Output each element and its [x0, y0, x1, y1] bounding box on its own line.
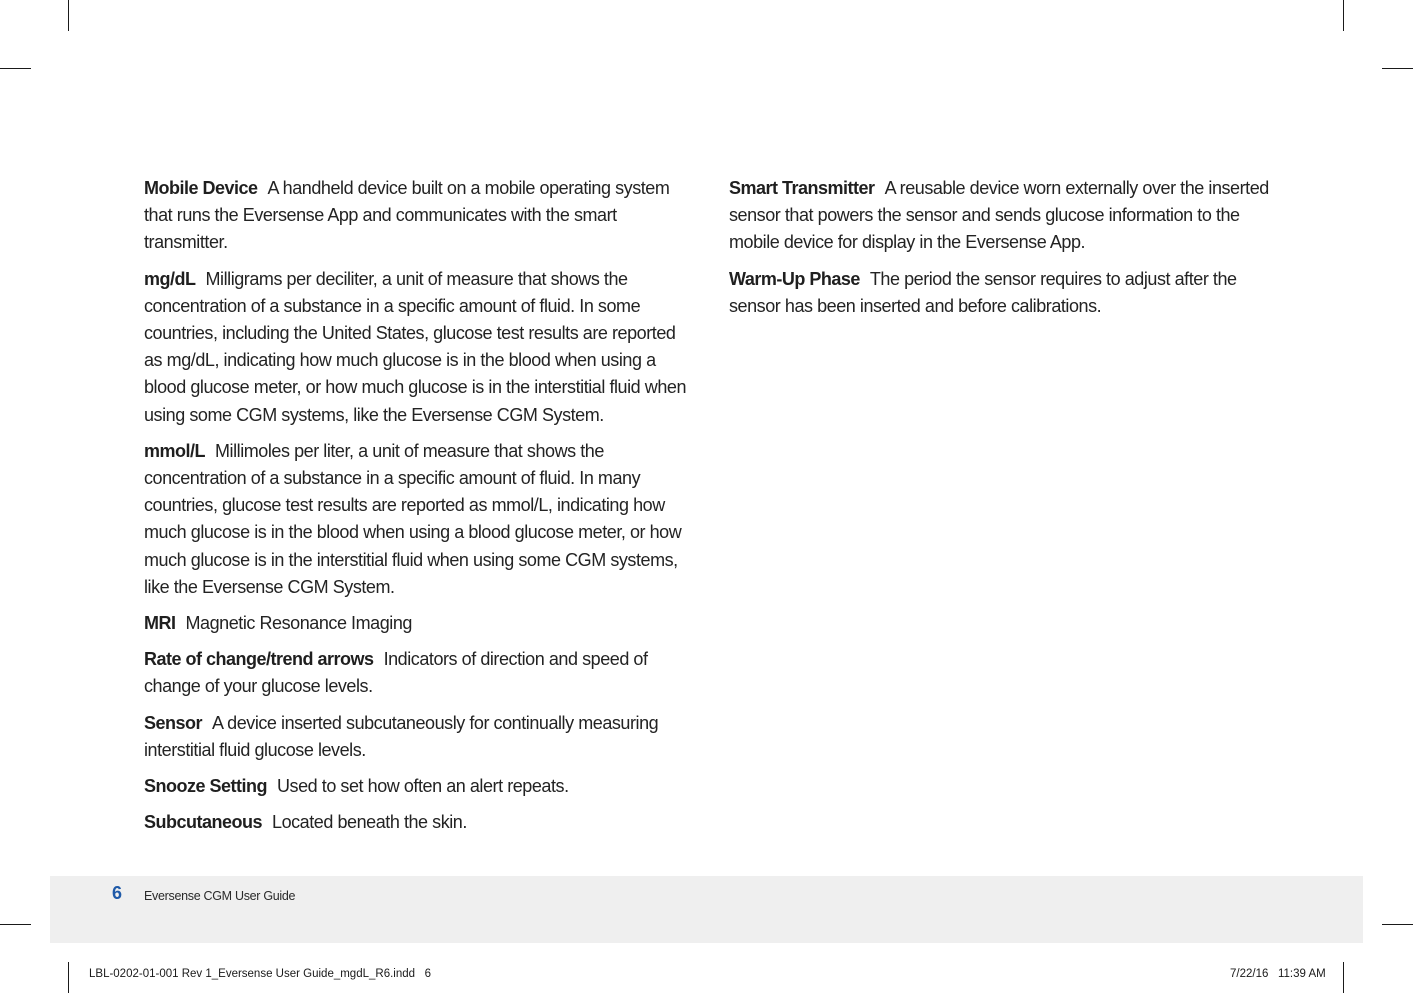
glossary-entry-rate-of-change	[144, 646, 689, 700]
glossary-term: mmol/L	[144, 440, 206, 461]
glossary-term: Mobile Device	[144, 178, 258, 198]
glossary-term: Subcutaneous	[144, 812, 263, 833]
crop-mark	[68, 0, 69, 31]
glossary-definition: Milligrams per deciliter, a unit of measure that shows the concentration of a substance in a specific amount of fluid. In some countries, including the United States, glucose test results are reported as mg/dL, indicating how much glucose is in the blood when using a blood glucose meter, or how much glucose is in the interstitial fluid when using some CGM systems, like the Eversense CGM System.	[144, 268, 687, 425]
glossary-definition: The period the sensor requires to adjust after the sensor has been inserted and before calibrations.	[729, 268, 1237, 316]
glossary-term: Rate of change/trend arrows	[144, 649, 374, 670]
glossary-term: MRI	[144, 613, 176, 634]
crop-mark	[1343, 0, 1344, 31]
glossary-entry-smart-transmitter	[729, 175, 1274, 257]
crop-mark	[68, 962, 69, 993]
crop-mark	[0, 924, 31, 925]
glossary-definition: A handheld device built on a mobile operating system that runs the Eversense App and communicates with the smart transmitter.	[144, 178, 670, 253]
guide-title: Eversense CGM User Guide	[144, 889, 296, 903]
glossary-term: Warm-Up Phase	[729, 268, 860, 289]
glossary-left-column	[144, 175, 689, 845]
print-slug-date-time: 7/22/16 11:39 AM	[1230, 968, 1326, 980]
crop-mark	[1382, 924, 1413, 925]
glossary-definition: Millimoles per liter, a unit of measure that shows the concentration of a substance in a specific amount of fluid. In many countries, glucose test results are reported as mmol/L, indicating how much glucose is in the blood when using a blood glucose meter, or how much glucose is in the interstitial fluid when using some CGM systems, like the Eversense CGM System.	[144, 440, 682, 597]
glossary-entry-mg-dl	[144, 266, 689, 429]
glossary-entry-mri	[144, 610, 689, 637]
glossary-entry-warm-up-phase	[729, 266, 1274, 320]
glossary-entry-mobile-device	[144, 175, 689, 257]
glossary-entry-mmol-l	[144, 438, 689, 601]
glossary-term: Sensor	[144, 712, 203, 733]
glossary-term: Smart Transmitter	[729, 178, 875, 198]
glossary-entry-sensor	[144, 710, 689, 764]
glossary-entry-subcutaneous	[144, 809, 689, 836]
footer-band	[50, 876, 1363, 943]
crop-mark	[1343, 962, 1344, 993]
crop-mark	[0, 68, 31, 69]
glossary-right-column	[729, 175, 1274, 329]
glossary-definition: Magnetic Resonance Imaging	[185, 613, 412, 634]
glossary-term: mg/dL	[144, 268, 196, 289]
glossary-term: Snooze Setting	[144, 776, 267, 797]
glossary-definition: Located beneath the skin.	[272, 812, 467, 833]
glossary-definition: Used to set how often an alert repeats.	[277, 776, 569, 797]
page-number: 6	[112, 883, 123, 903]
print-slug-file-info: LBL-0202-01-001 Rev 1_Eversense User Guide_mgdL_R6.indd 6	[89, 968, 432, 980]
glossary-definition: Indicators of direction and speed of change of your glucose levels.	[144, 649, 648, 697]
glossary-definition: A device inserted subcutaneously for continually measuring interstitial fluid glucose levels.	[144, 712, 659, 760]
glossary-definition: A reusable device worn externally over the inserted sensor that powers the sensor and sends glucose information to the mobile device for display in the Eversense App.	[729, 178, 1269, 253]
crop-mark	[1382, 68, 1413, 69]
glossary-entry-snooze-setting	[144, 773, 689, 800]
